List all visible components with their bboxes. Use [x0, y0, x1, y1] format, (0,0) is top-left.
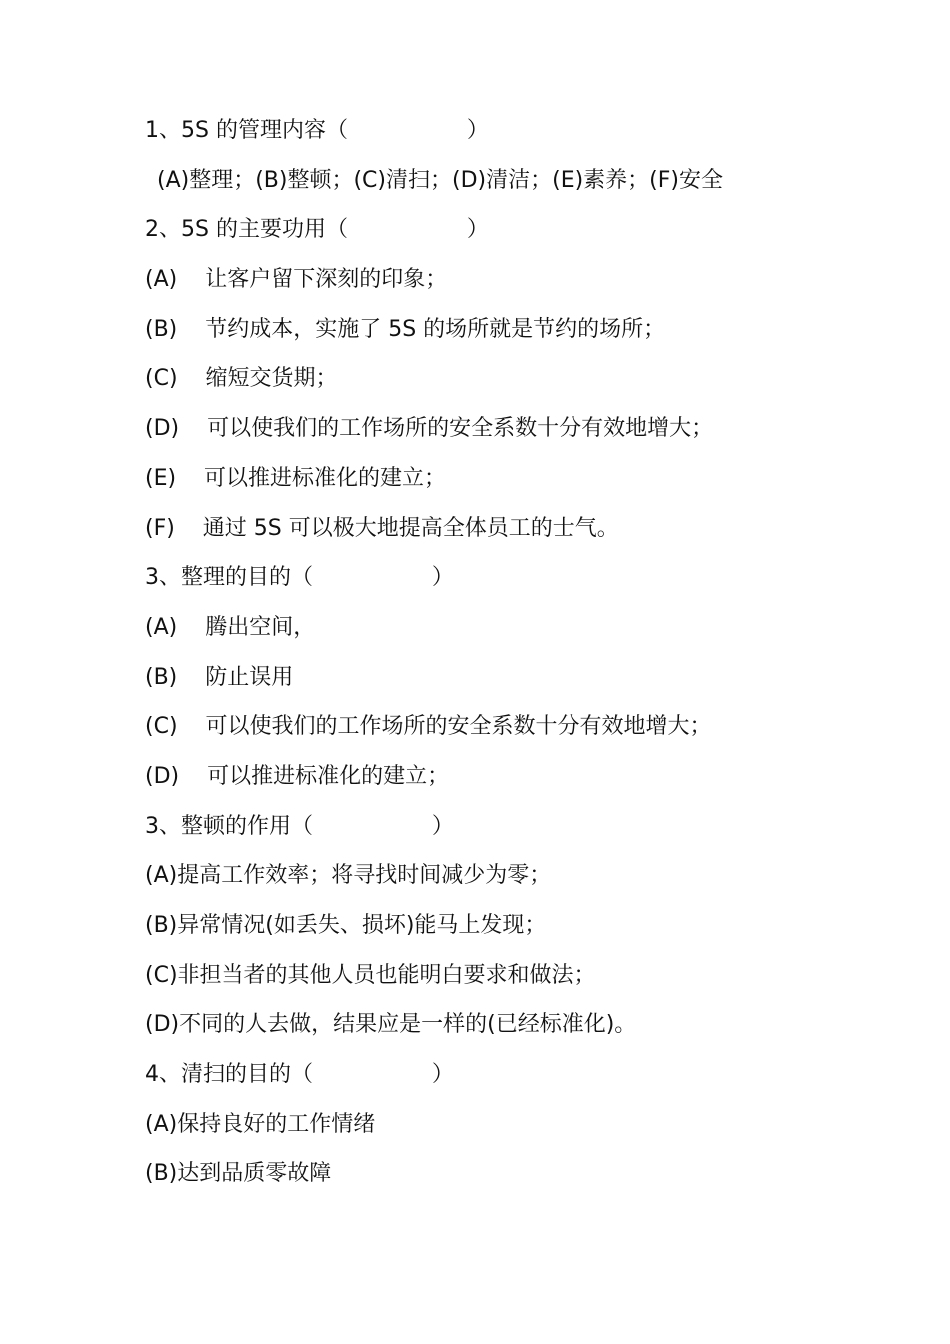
question-3-option-d: (D) 可以推进标准化的建立；	[145, 763, 450, 789]
question-4-title: 4、清扫的目的（ ）	[145, 1062, 454, 1088]
question-1-options: (A)整理；(B)整顿；(C)清扫；(D)清洁；(E)素养；(F)安全	[157, 167, 723, 193]
question-3-option-a: (A) 腾出空间，	[145, 614, 316, 640]
question-2-option-e: (E) 可以推进标准化的建立；	[145, 465, 447, 491]
question-3-title: 3、整理的目的（ ）	[145, 565, 454, 591]
question-3-option-b: (B) 防止误用	[145, 664, 294, 690]
question-4-option-b: (B)达到品质零故障	[145, 1161, 332, 1187]
question-3b-option-d: (D)不同的人去做，结果应是一样的(已经标准化)。	[145, 1012, 637, 1038]
question-2-option-f: (F) 通过 5S 可以极大地提高全体员工的士气。	[145, 515, 619, 541]
question-3b-option-c: (C)非担当者的其他人员也能明白要求和做法；	[145, 962, 596, 988]
question-3-option-c: (C) 可以使我们的工作场所的安全系数十分有效地增大；	[145, 714, 712, 740]
question-4-option-a: (A)保持良好的工作情绪	[145, 1111, 376, 1137]
question-3b-option-b: (B)异常情况(如丢失、损坏)能马上发现；	[145, 913, 547, 938]
question-3b-option-a: (A)提高工作效率；将寻找时间减少为零；	[145, 863, 552, 889]
question-1-title: 1、5S 的管理内容（ ）	[145, 118, 489, 143]
question-list	[145, 114, 845, 1207]
question-2-option-a: (A) 让客户留下深刻的印象；	[145, 267, 448, 293]
question-2-option-c: (C) 缩短交货期；	[145, 366, 338, 392]
question-2-option-d: (D) 可以使我们的工作场所的安全系数十分有效地增大；	[145, 416, 714, 442]
question-3b-title: 3、整顿的作用（ ）	[145, 813, 454, 839]
question-2-title: 2、5S 的主要功用（ ）	[145, 217, 489, 243]
question-2-option-b: (B) 节约成本，实施了 5S 的场所就是节约的场所；	[145, 316, 666, 342]
